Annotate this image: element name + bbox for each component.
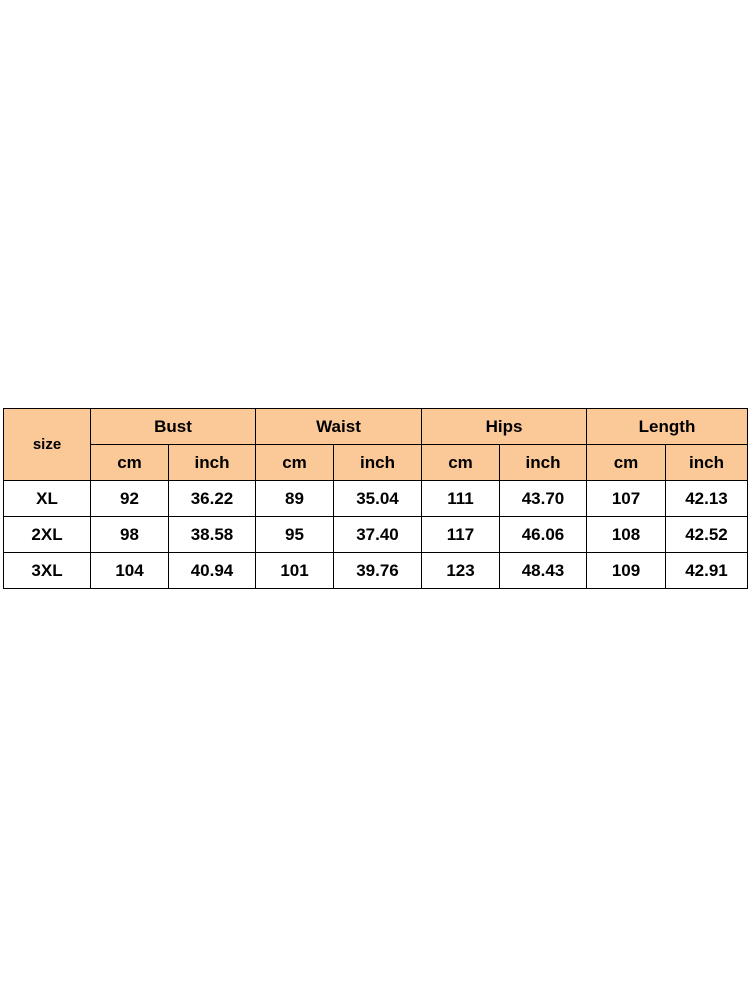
unit-header: inch bbox=[334, 445, 422, 481]
value-cell: 95 bbox=[256, 517, 334, 553]
value-cell: 42.91 bbox=[666, 553, 748, 589]
unit-header: inch bbox=[169, 445, 256, 481]
value-cell: 42.13 bbox=[666, 481, 748, 517]
value-cell: 43.70 bbox=[500, 481, 587, 517]
value-cell: 36.22 bbox=[169, 481, 256, 517]
waist-group-header: Waist bbox=[256, 409, 422, 445]
unit-header: cm bbox=[587, 445, 666, 481]
value-cell: 111 bbox=[422, 481, 500, 517]
value-cell: 104 bbox=[91, 553, 169, 589]
unit-header: cm bbox=[91, 445, 169, 481]
bust-group-header: Bust bbox=[91, 409, 256, 445]
value-cell: 48.43 bbox=[500, 553, 587, 589]
hips-group-header: Hips bbox=[422, 409, 587, 445]
value-cell: 98 bbox=[91, 517, 169, 553]
size-chart-table bbox=[3, 408, 748, 589]
table-row bbox=[4, 517, 748, 553]
unit-header: cm bbox=[256, 445, 334, 481]
value-cell: 123 bbox=[422, 553, 500, 589]
value-cell: 117 bbox=[422, 517, 500, 553]
header-row-groups bbox=[4, 409, 748, 445]
value-cell: 89 bbox=[256, 481, 334, 517]
value-cell: 101 bbox=[256, 553, 334, 589]
header-row-units bbox=[4, 445, 748, 481]
value-cell: 37.40 bbox=[334, 517, 422, 553]
value-cell: 46.06 bbox=[500, 517, 587, 553]
value-cell: 42.52 bbox=[666, 517, 748, 553]
value-cell: 39.76 bbox=[334, 553, 422, 589]
table-row bbox=[4, 553, 748, 589]
table-header bbox=[4, 409, 748, 481]
unit-header: inch bbox=[666, 445, 748, 481]
value-cell: 108 bbox=[587, 517, 666, 553]
value-cell: 107 bbox=[587, 481, 666, 517]
length-group-header: Length bbox=[587, 409, 748, 445]
value-cell: 40.94 bbox=[169, 553, 256, 589]
table-body bbox=[4, 481, 748, 589]
value-cell: 92 bbox=[91, 481, 169, 517]
value-cell: 38.58 bbox=[169, 517, 256, 553]
size-cell: 2XL bbox=[4, 517, 91, 553]
size-cell: 3XL bbox=[4, 553, 91, 589]
size-column-header: size bbox=[4, 409, 91, 481]
table-row bbox=[4, 481, 748, 517]
value-cell: 35.04 bbox=[334, 481, 422, 517]
size-cell: XL bbox=[4, 481, 91, 517]
unit-header: inch bbox=[500, 445, 587, 481]
value-cell: 109 bbox=[587, 553, 666, 589]
unit-header: cm bbox=[422, 445, 500, 481]
